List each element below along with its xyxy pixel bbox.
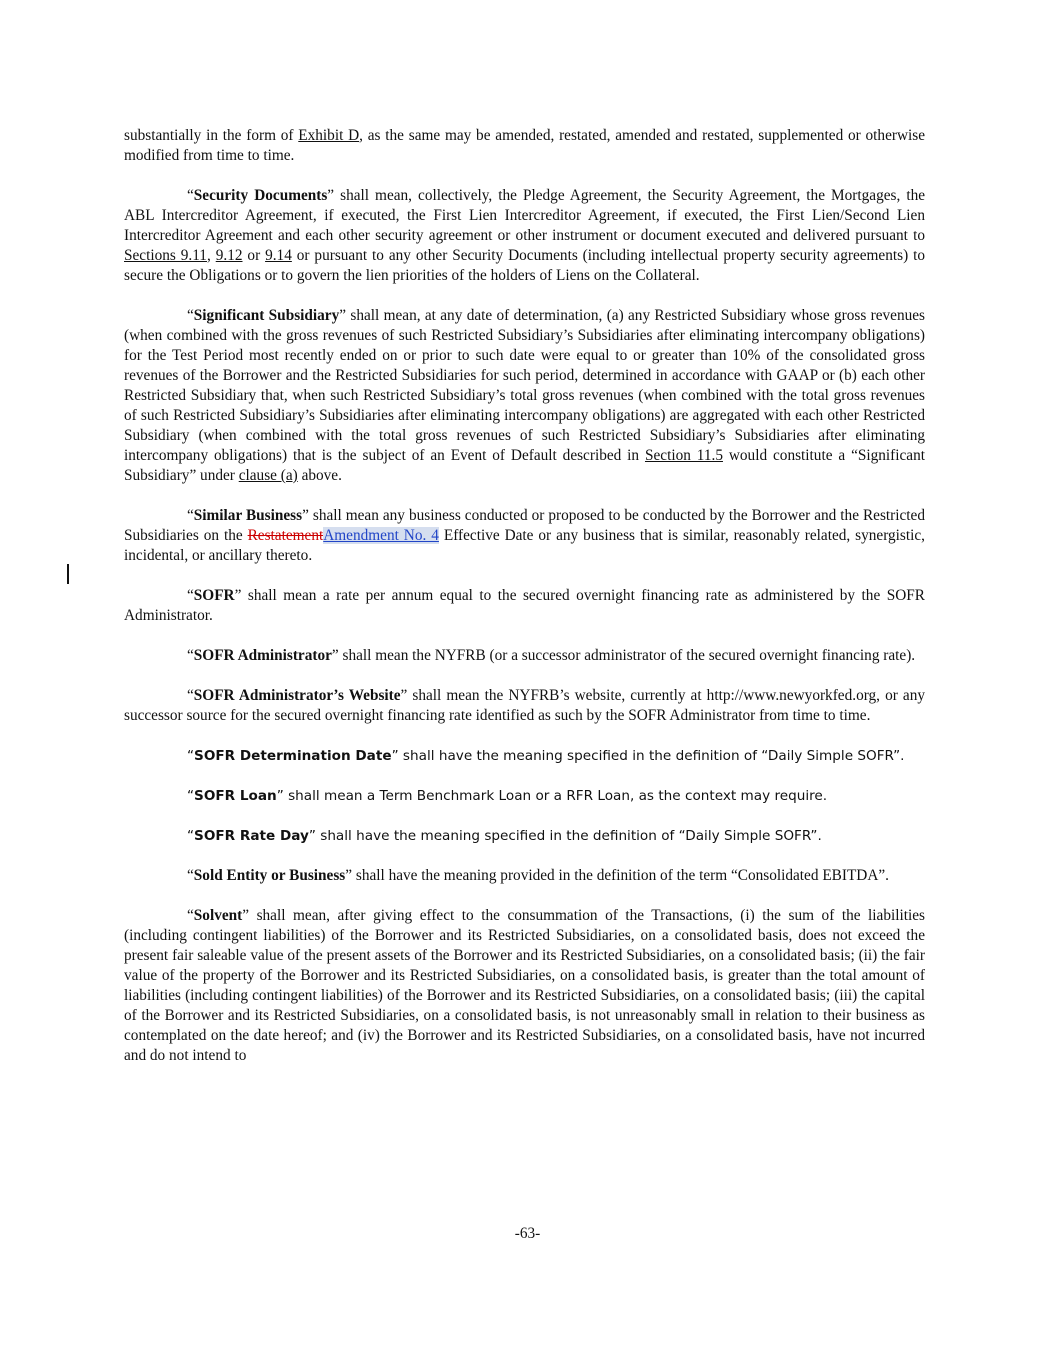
- defined-term: SOFR Administrator: [193, 647, 332, 664]
- deleted-text: Restatement: [247, 527, 324, 544]
- definition-sofr-loan: “SOFR Loan” shall mean a Term Benchmark Loan or a RFR Loan, as the context may require.: [187, 788, 828, 804]
- inserted-text: Amendment No. 4: [323, 527, 439, 544]
- defined-term: SOFR: [193, 587, 235, 604]
- defined-term: SOFR Rate Day: [194, 828, 309, 844]
- section-ref: 9.12: [215, 247, 243, 264]
- definition-sofr: “SOFR” shall mean a rate per annum equal to the secured overnight financing rate as administered by the SOFR Administrator.: [124, 587, 925, 624]
- document-body: [124, 126, 925, 1066]
- definition-sofr-administrator-website: “SOFR Administrator’s Website” shall mean the NYFRB’s website, currently at http://www.newyorkfed.org, or any successor source for the secured overnight financing rate identified as such by the SOFR Administrator from time to time.: [124, 687, 925, 724]
- clause-ref: clause (a): [238, 467, 298, 484]
- definition-sofr-administrator: “SOFR Administrator” shall mean the NYFRB (or a successor administrator of the secured overnight financing rate).: [187, 647, 916, 664]
- defined-term: SOFR Loan: [194, 788, 277, 804]
- section-ref: Sections 9.11: [124, 247, 207, 264]
- change-bar: [67, 564, 69, 584]
- definition-security-documents: “Security Documents” shall mean, collectively, the Pledge Agreement, the Security Agreement, the Mortgages, the ABL Intercreditor Agreement, if executed, the First Lien Intercreditor Agreement, if executed, the First Lien/Second Lien Intercreditor Agreement and each other security agreement or other instrument or document executed and delivered pursuant to Sections 9.11, 9.12 or 9.14 or pursuant to any other Security Documents (including intellectual property security agreements) to secure the Obligations or to govern the lien priorities of the holders of Liens on the Collateral.: [124, 187, 926, 284]
- definition-significant-subsidiary: “Significant Subsidiary” shall mean, at any date of determination, (a) any Restricted Subsidiary whose gross revenues (when combined with the gross revenues of such Restricted Subsidiary’s Subsidiaries after eliminating intercompany obligations) for the Test Period most recently ended on or prior to such date were equal to or greater than 10% of the consolidated gross revenues of the Borrower and the Restricted Subsidiaries for such period, determined in accordance with GAAP or (b) each other Restricted Subsidiary that, when such Restricted Subsidiary’s total gross revenues (when combined with the total gross revenues of such Restricted Subsidiary’s Subsidiaries after eliminating intercompany obligations) are aggregated with each other Restricted Subsidiary (when combined with the total gross revenues of such Restricted Subsidiary’s Subsidiaries after eliminating intercompany obligations) that is the subject of an Event of Default described in Section 11.5 would constitute a “Significant Subsidiary” under clause (a) above.: [124, 307, 925, 484]
- exhibit-d-link: Exhibit D: [298, 127, 360, 144]
- defined-term: Similar Business: [193, 507, 303, 524]
- definition-sold-entity-or-business: “Sold Entity or Business” shall have the meaning provided in the definition of the term “Consolidated EBITDA”.: [187, 867, 890, 884]
- page-number: -63-: [514, 1225, 541, 1242]
- defined-term: Significant Subsidiary: [193, 307, 340, 324]
- definition-solvent: “Solvent” shall mean, after giving effect to the consummation of the Transactions, (i) the sum of the liabilities (including contingent liabilities) of the Borrower and its Restricted Subsidiaries, on a consolidated basis, does not exceed the present fair saleable value of the present assets of the Borrower and its Restricted Subsidiaries, on a consolidated basis; (ii) the fair value of the property of the Borrower and its Restricted Subsidiaries, on a consolidated basis, is greater than the total amount of liabilities (including contingent liabilities) of the Borrower and its Restricted Subsidiaries, on a consolidated basis; (iii) the capital of the Borrower and its Restricted Subsidiaries, on a consolidated basis, is not unreasonably small in relation to their business as contemplated on the date hereof; and (iv) the Borrower and its Restricted Subsidiaries, on a consolidated basis, have not incurred and do not intend to: [124, 907, 925, 1064]
- defined-term: Solvent: [193, 907, 243, 924]
- defined-term: SOFR Determination Date: [194, 748, 392, 764]
- definition-similar-business: “Similar Business” shall mean any business conducted or proposed to be conducted by the Borrower and the Restricted Subsidiaries on the RestatementAmendment No. 4 Effective Date or any business that is similar, reasonably related, synergistic, incidental, or ancillary thereto.: [124, 507, 925, 564]
- defined-term: Sold Entity or Business: [193, 867, 346, 884]
- section-ref: Section 11.5: [644, 447, 723, 464]
- defined-term: Security Documents: [193, 187, 328, 204]
- definition-sofr-determination-date: “SOFR Determination Date” shall have the meaning specified in the definition of “Daily Simple SOFR”.: [187, 748, 905, 764]
- definition-sofr-rate-day: “SOFR Rate Day” shall have the meaning specified in the definition of “Daily Simple SOFR”.: [187, 828, 822, 844]
- paragraph-continuation: substantially in the form of Exhibit D, as the same may be amended, restated, amended and restated, supplemented or otherwise modified from time to time.: [124, 127, 925, 164]
- section-ref: 9.14: [265, 247, 292, 264]
- defined-term: SOFR Administrator’s Website: [193, 687, 401, 704]
